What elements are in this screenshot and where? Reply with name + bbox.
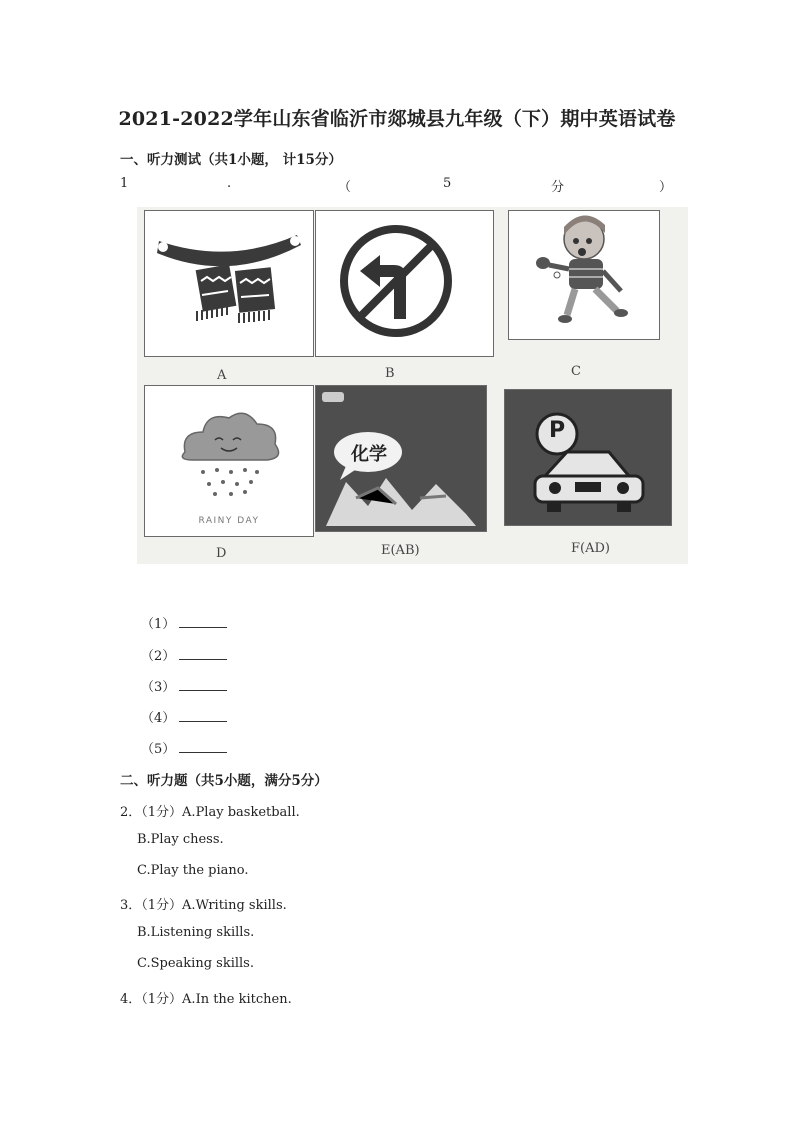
question1-score-unit: 分 [551,180,565,195]
blank-number: （5） [141,742,176,757]
picture-a-scarf [144,210,314,357]
scarf-icon [145,211,313,356]
answer-blank-3 [141,676,227,695]
question4-stem: 4．（1分）A.In the kitchen. [120,992,292,1007]
answer-blank-5 [141,738,227,757]
label-c: C [571,364,581,379]
blank-number: （1） [141,617,176,632]
question1-score: 5 [443,176,452,191]
question2-option-c: C.Play the piano. [137,863,249,878]
picture-e-chemistry-book [315,385,487,532]
label-d: D [216,546,227,561]
label-a: A [217,368,227,383]
chemistry-text: 化学 [351,444,387,465]
rainy-day-caption: RAINY DAY [198,516,260,526]
label-e: E(AB) [381,543,420,558]
blank-number: （3） [141,680,176,695]
question3-option-b: B.Listening skills. [137,925,255,940]
question2-option-b: B.Play chess. [137,832,224,847]
answer-line[interactable] [179,615,227,628]
section1-heading: 一、听力测试（共1小题， 计15分） [120,152,342,168]
parking-letter: P [548,418,566,443]
answer-line[interactable] [179,709,227,722]
rain-cloud-icon [145,386,313,536]
question1-line [120,176,672,196]
label-f: F(AD) [571,541,610,556]
picture-d-rainy-cloud [144,385,314,537]
picture-f-parking-sign [504,389,672,526]
question1-dot: . [227,176,232,191]
question1-close-paren: ） [659,180,673,195]
answer-line[interactable] [179,678,227,691]
answer-line[interactable] [179,647,227,660]
answer-blank-2 [141,645,227,664]
picture-grid-photo [137,207,688,564]
label-b: B [385,366,395,381]
question2-stem: 2．（1分）A.Play basketball. [120,805,300,820]
question1-open-paren: （ [338,180,352,195]
answer-blank-4 [141,707,227,726]
question3-stem: 3．（1分）A.Writing skills. [120,898,287,913]
question3-option-c: C.Speaking skills. [137,956,254,971]
table-tennis-player-icon [509,211,659,339]
page-title: 2021-2022学年山东省临沂市郯城县九年级（下）期中英语试卷 [118,108,676,130]
picture-c-table-tennis-boy [508,210,660,340]
no-left-turn-icon [316,211,493,356]
answer-line[interactable] [179,740,227,753]
blank-number: （2） [141,649,176,664]
picture-b-no-left-turn-sign [315,210,494,357]
section2-heading: 二、听力题（共5小题，满分5分） [120,773,328,789]
blank-number: （4） [141,711,176,726]
question1-number: 1 [120,176,129,191]
answer-blank-1 [141,613,227,632]
car-parking-icon [505,390,671,525]
